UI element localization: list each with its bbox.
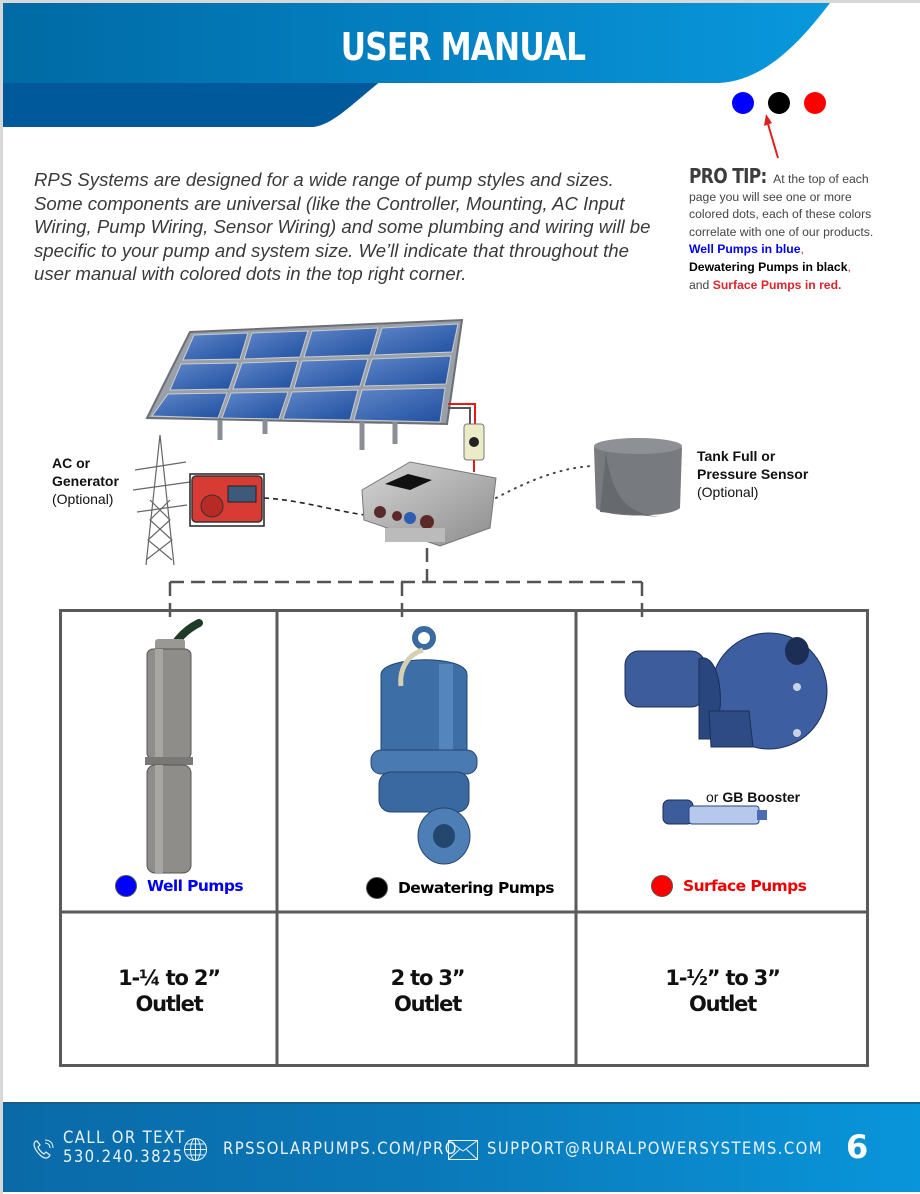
page-number: 6 — [846, 1128, 869, 1166]
tank-label-optional: (Optional) — [697, 484, 759, 500]
surface-pumps-dot — [651, 875, 673, 897]
tank-label-line1: Tank Full or — [697, 448, 776, 464]
ac-label-line1: AC or — [52, 455, 91, 471]
footer-bar — [3, 1102, 920, 1192]
pump-comparison-table — [59, 609, 869, 1067]
gb-booster-name: GB Booster — [722, 789, 801, 805]
website-link[interactable]: RPSSOLARPUMPS.COM/PRO — [223, 1139, 458, 1158]
email-icon — [448, 1140, 478, 1160]
well-pumps-text: Well Pumps — [147, 877, 243, 895]
tank-sensor-label — [697, 447, 808, 501]
globe-icon — [183, 1137, 208, 1162]
ac-label-optional: (Optional) — [52, 491, 114, 507]
gb-booster-prefix: or — [706, 789, 719, 805]
outlet-label: Outlet — [135, 992, 203, 1016]
pro-tip-heading: PRO TIP: — [689, 164, 767, 188]
gb-booster-label — [706, 789, 800, 805]
well-pump-illustration — [129, 619, 219, 881]
solar-panel-array-icon — [147, 320, 462, 450]
phone-number[interactable]: 530.240.3825 — [63, 1147, 184, 1166]
dewatering-pumps-dot — [366, 877, 388, 899]
power-tower-icon — [133, 435, 190, 565]
pro-tip-comma: , — [800, 242, 804, 257]
pro-tip-comma: , — [847, 259, 851, 274]
well-pumps-outlet — [61, 965, 277, 1017]
outlet-size: 2 to 3” — [390, 966, 465, 990]
email-link[interactable]: SUPPORT@RURALPOWERSYSTEMS.COM — [487, 1139, 823, 1158]
ac-label-line2: Generator — [52, 473, 119, 489]
surface-pump-illustration — [619, 629, 829, 771]
pro-tip-well-pumps: Well Pumps in blue — [689, 242, 801, 257]
pro-tip-surface-pumps: Surface Pumps in red. — [712, 277, 842, 292]
surface-pumps-label — [651, 875, 806, 897]
well-pumps-label — [115, 875, 243, 897]
call-label: CALL OR TEXT — [63, 1128, 186, 1147]
phone-icon — [31, 1138, 55, 1162]
pump-controller-icon — [362, 462, 496, 546]
outlet-size: 1-¼ to 2” — [118, 966, 220, 990]
generator-icon — [190, 474, 264, 526]
pro-tip-dewatering-pumps: Dewatering Pumps in black — [689, 259, 848, 274]
intro-paragraph: RPS Systems are designed for a wide range of pump styles and sizes. Some components are universal (like the Controller, Mounting, AC Input Wiring, Pump Wiring, Sensor Wiring) and some plumbing and wiring will be specific to your pump and system size. We’ll indicate that throughout the user manual with colored dots in the top right corner. — [34, 169, 651, 285]
call-or-text[interactable] — [63, 1128, 186, 1166]
pro-tip-text: At the top of each page you will see one or more colored dots, each of these colors correlate with one of our products. — [689, 172, 874, 239]
well-pumps-dot — [115, 875, 137, 897]
page-title: USER MANUAL — [340, 25, 586, 69]
outlet-size: 1-½” to 3” — [665, 966, 780, 990]
surface-pumps-text: Surface Pumps — [683, 877, 807, 895]
ac-generator-label — [52, 454, 119, 508]
outlet-label: Outlet — [688, 992, 757, 1016]
surface-pumps-outlet — [578, 965, 867, 1017]
tank-label-line2: Pressure Sensor — [697, 466, 809, 482]
dewatering-pumps-text: Dewatering Pumps — [398, 879, 554, 897]
outlet-label: Outlet — [393, 992, 462, 1016]
dewatering-pumps-label — [366, 877, 554, 899]
water-tank-icon — [594, 438, 682, 517]
dewatering-pumps-outlet — [279, 965, 576, 1017]
dewatering-pump-illustration — [369, 624, 479, 869]
pro-tip-and: and — [689, 277, 710, 292]
